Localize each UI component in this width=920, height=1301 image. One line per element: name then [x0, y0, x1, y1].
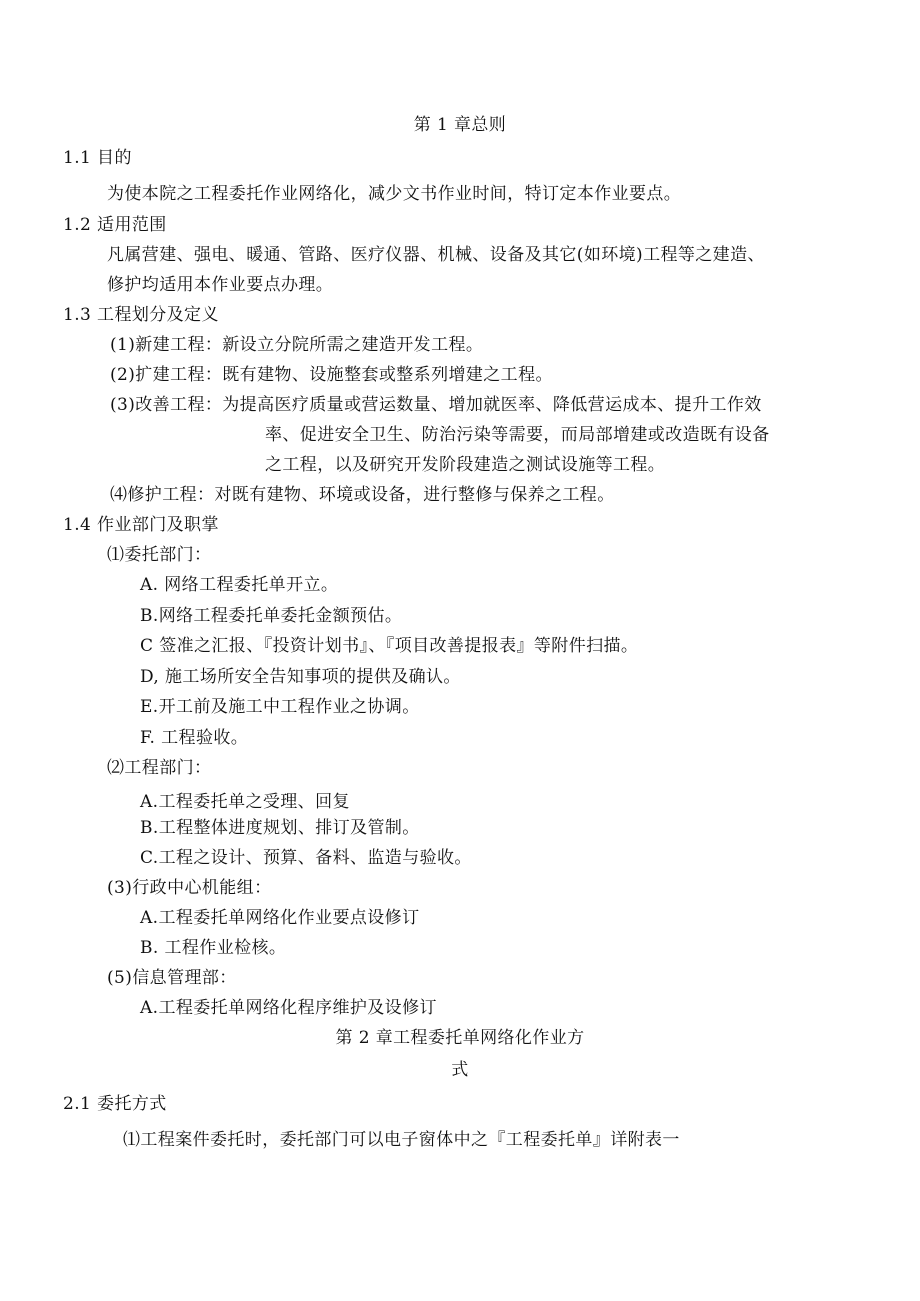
- dept-1-label: ⑴委托部门：: [107, 545, 212, 565]
- section-1-3-item-3-line1: (3)改善工程：为提高医疗质量或营运数量、增加就医率、降低营运成本、提升工作效: [110, 395, 762, 415]
- section-1-3-item-4: ⑷修护工程：对既有建物、环境或设备，进行整修与保养之工程。: [110, 485, 615, 505]
- dept-1-item-d: D, 施工场所安全告知事项的提供及确认。: [140, 667, 461, 687]
- section-1-4-heading: 1.4 作业部门及职掌: [63, 515, 219, 535]
- dept-2-item-a: A.工程委托单之受理、回复: [140, 792, 350, 812]
- dept-3-label: (3)行政中心机能组：: [107, 878, 272, 898]
- dept-2-item-b: B.工程整体进度规划、排订及管制。: [140, 818, 420, 838]
- chapter-1-title: 第 1 章总则: [413, 115, 507, 135]
- section-1-3-item-2: (2)扩建工程：既有建物、设施整套或整系列增建之工程。: [110, 365, 553, 385]
- dept-1-item-e: E.开工前及施工中工程作业之协调。: [140, 697, 420, 717]
- dept-5-item-a: A.工程委托单网络化程序维护及设修订: [140, 998, 437, 1018]
- section-1-3-item-3-line2: 率、促进安全卫生、防治污染等需要，而局部增建或改造既有设备: [265, 425, 770, 445]
- dept-1-item-b: B.网络工程委托单委托金额预估。: [140, 606, 403, 626]
- section-1-1-heading: 1.1 目的: [63, 148, 132, 168]
- dept-3-item-a: A.工程委托单网络化作业要点设修订: [140, 908, 420, 928]
- section-1-2-heading: 1.2 适用范围: [63, 215, 167, 235]
- dept-1-item-c: C 签准之汇报、『投资计划书』、『项目改善提报表』等附件扫描。: [140, 636, 639, 656]
- dept-5-label: (5)信息管理部：: [107, 968, 237, 988]
- section-1-3-item-1: (1)新建工程：新设立分院所需之建造开发工程。: [110, 335, 484, 355]
- section-1-1-body: 为使本院之工程委托作业网络化，减少文书作业时间，特订定本作业要点。: [107, 184, 682, 204]
- chapter-2-title-line1: 第 2 章工程委托单网络化作业方: [335, 1028, 585, 1048]
- dept-2-label: ⑵工程部门：: [107, 758, 212, 778]
- dept-2-item-c: C.工程之设计、预算、备料、监造与验收。: [140, 848, 472, 868]
- dept-1-item-f: F. 工程验收。: [140, 728, 249, 748]
- dept-3-item-b: B. 工程作业检核。: [140, 938, 287, 958]
- section-2-1-heading: 2.1 委托方式: [63, 1094, 167, 1114]
- section-1-2-body-line2: 修护均适用本作业要点办理。: [107, 275, 334, 295]
- section-1-3-item-3-line3: 之工程，以及研究开发阶段建造之测试设施等工程。: [265, 455, 666, 475]
- dept-1-item-a: A. 网络工程委托单开立。: [140, 575, 339, 595]
- chapter-2-title-line2: 式: [451, 1060, 469, 1080]
- section-1-3-heading: 1.3 工程划分及定义: [63, 305, 219, 325]
- section-2-1-item-1: ⑴工程案件委托时，委托部门可以电子窗体中之『工程委托单』详附表一: [123, 1130, 680, 1150]
- section-1-2-body-line1: 凡属营建、强电、暖通、管路、医疗仪器、机械、设备及其它(如环境)工程等之建造、: [107, 245, 765, 265]
